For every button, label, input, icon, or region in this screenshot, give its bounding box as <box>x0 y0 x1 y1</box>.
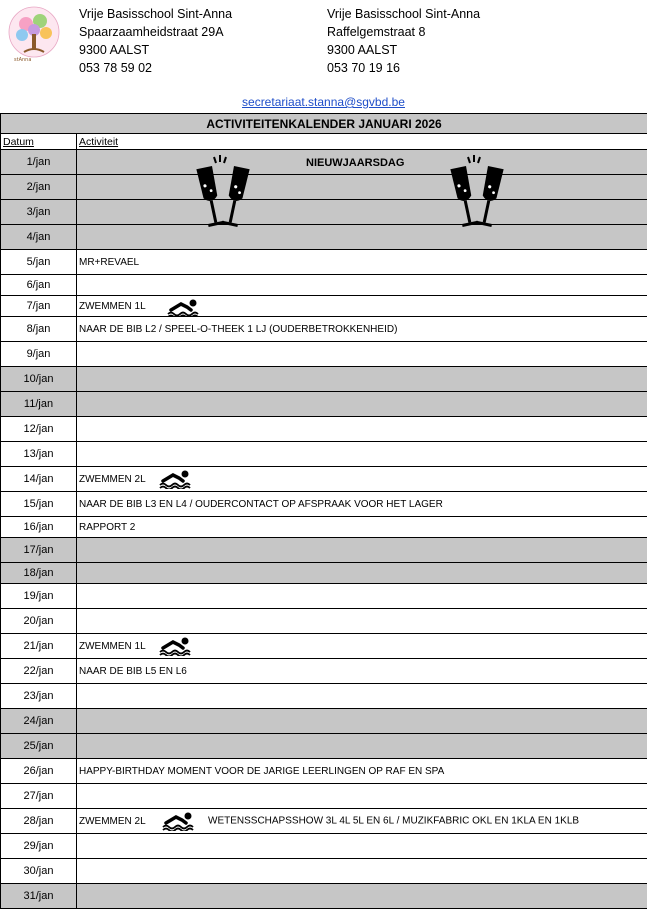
row-activity <box>77 517 647 538</box>
row-activity <box>77 175 647 200</box>
row-date: 7/jan <box>1 296 77 317</box>
row-activity <box>77 759 647 784</box>
row-activity <box>77 225 647 250</box>
row-date: 8/jan <box>1 317 77 342</box>
calendar-row <box>1 884 647 909</box>
row-activity <box>77 734 647 759</box>
school-city: 9300 AALST <box>79 43 150 57</box>
row-date: 21/jan <box>1 634 77 659</box>
row-date: 23/jan <box>1 684 77 709</box>
swimmer-icon <box>159 469 195 489</box>
activity-calendar-table <box>0 113 647 909</box>
new-year-label: NIEUWJAARSDAG <box>306 157 405 169</box>
calendar-row <box>1 834 647 859</box>
swimmer-icon <box>167 298 203 317</box>
calendar-row <box>1 175 647 200</box>
swimmer-icon <box>162 811 198 831</box>
row-date: 26/jan <box>1 759 77 784</box>
calendar-row <box>1 684 647 709</box>
row-date: 12/jan <box>1 417 77 442</box>
calendar-row <box>1 492 647 517</box>
row-date: 15/jan <box>1 492 77 517</box>
row-date: 9/jan <box>1 342 77 367</box>
row-date: 16/jan <box>1 517 77 538</box>
row-date: 19/jan <box>1 584 77 609</box>
calendar-row <box>1 709 647 734</box>
row-activity <box>77 859 647 884</box>
activity-text: NAAR DE BIB L5 EN L6 <box>79 665 187 677</box>
row-activity <box>77 684 647 709</box>
row-activity <box>77 492 647 517</box>
calendar-row <box>1 367 647 392</box>
calendar-row <box>1 250 647 275</box>
activity-text: HAPPY-BIRTHDAY MOMENT VOOR DE JARIGE LEERLINGEN OP RAF EN SPA <box>79 765 445 777</box>
row-activity <box>77 834 647 859</box>
activity-text: ZWEMMEN 2L <box>79 473 146 485</box>
row-activity <box>77 200 647 225</box>
school-phone: 053 78 59 02 <box>79 61 152 75</box>
calendar-row <box>1 809 647 834</box>
activity-text: RAPPORT 2 <box>79 521 136 533</box>
school-street: Raffelgemstraat 8 <box>327 25 426 39</box>
row-activity <box>77 442 647 467</box>
row-date: 18/jan <box>1 563 77 584</box>
activity-column-header: Activiteit <box>77 134 647 150</box>
calendar-row <box>1 859 647 884</box>
calendar-row <box>1 734 647 759</box>
activity-text: ZWEMMEN 2L <box>79 815 146 827</box>
activity-text: ZWEMMEN 1L <box>79 640 146 652</box>
calendar-row <box>1 275 647 296</box>
calendar-row <box>1 784 647 809</box>
activity-text: NAAR DE BIB L3 EN L4 / OUDERCONTACT OP AFSPRAAK VOOR HET LAGER <box>79 498 443 510</box>
school-name: Vrije Basisschool Sint-Anna <box>79 7 233 21</box>
calendar-row <box>1 609 647 634</box>
row-activity <box>77 317 647 342</box>
row-activity <box>77 250 647 275</box>
calendar-row <box>1 759 647 784</box>
row-activity <box>77 784 647 809</box>
row-date: 22/jan <box>1 659 77 684</box>
row-date: 4/jan <box>1 225 77 250</box>
calendar-row <box>1 563 647 584</box>
row-activity <box>77 609 647 634</box>
school-street: Spaarzaamheidstraat 29A <box>79 25 224 39</box>
row-date: 10/jan <box>1 367 77 392</box>
date-column-header: Datum <box>1 134 77 150</box>
row-date: 27/jan <box>1 784 77 809</box>
calendar-row <box>1 538 647 563</box>
row-activity <box>77 538 647 563</box>
calendar-title: ACTIVITEITENKALENDER JANUARI 2026 <box>1 114 647 134</box>
row-date: 13/jan <box>1 442 77 467</box>
row-date: 25/jan <box>1 734 77 759</box>
calendar-row <box>1 467 647 492</box>
address-right <box>327 5 480 77</box>
calendar-row <box>1 225 647 250</box>
row-activity <box>77 296 647 317</box>
activity-text: MR+REVAEL <box>79 256 140 268</box>
calendar-row <box>1 342 647 367</box>
svg-text:stAnna: stAnna <box>14 57 32 63</box>
row-activity <box>77 634 647 659</box>
row-activity <box>77 417 647 442</box>
school-city: 9300 AALST <box>327 43 398 57</box>
row-date: 28/jan <box>1 809 77 834</box>
school-phone: 053 70 19 16 <box>327 61 400 75</box>
row-activity <box>77 367 647 392</box>
calendar-row <box>1 317 647 342</box>
row-date: 11/jan <box>1 392 77 417</box>
calendar-row <box>1 200 647 225</box>
row-date: 14/jan <box>1 467 77 492</box>
activity-text: ZWEMMEN 1L <box>79 300 146 312</box>
row-date: 17/jan <box>1 538 77 563</box>
row-date: 31/jan <box>1 884 77 909</box>
calendar-row <box>1 442 647 467</box>
row-activity <box>77 392 647 417</box>
row-date: 29/jan <box>1 834 77 859</box>
row-date: 20/jan <box>1 609 77 634</box>
row-date: 3/jan <box>1 200 77 225</box>
calendar-row <box>1 659 647 684</box>
calendar-row <box>1 517 647 538</box>
calendar-row <box>1 296 647 317</box>
row-activity <box>77 884 647 909</box>
row-date: 1/jan <box>1 150 77 175</box>
row-date: 30/jan <box>1 859 77 884</box>
activity-text: NAAR DE BIB L2 / SPEEL-O-THEEK 1 LJ (OUDERBETROKKENHEID) <box>79 323 398 335</box>
row-date: 2/jan <box>1 175 77 200</box>
school-tree-logo <box>4 6 64 64</box>
row-activity <box>77 809 647 834</box>
row-activity <box>77 563 647 584</box>
row-activity <box>77 467 647 492</box>
school-name: Vrije Basisschool Sint-Anna <box>327 7 481 21</box>
calendar-row <box>1 392 647 417</box>
address-left <box>79 5 232 77</box>
row-date: 24/jan <box>1 709 77 734</box>
champagne-toast-icon <box>192 155 254 237</box>
activity-extra-text: WETENSSCHAPSSHOW 3L 4L 5L EN 6L / MUZIKFABRIC OKL EN 1KLA EN 1KLB <box>208 815 580 827</box>
row-activity <box>77 659 647 684</box>
row-activity <box>77 275 647 296</box>
row-date: 6/jan <box>1 275 77 296</box>
champagne-toast-icon <box>446 155 508 237</box>
row-activity <box>77 342 647 367</box>
row-date: 5/jan <box>1 250 77 275</box>
row-activity <box>77 709 647 734</box>
email-link[interactable]: secretariaat.stanna@sgvbd.be <box>242 95 405 109</box>
calendar-row <box>1 634 647 659</box>
calendar-row <box>1 584 647 609</box>
row-activity <box>77 584 647 609</box>
calendar-row <box>1 417 647 442</box>
swimmer-icon <box>159 636 195 656</box>
